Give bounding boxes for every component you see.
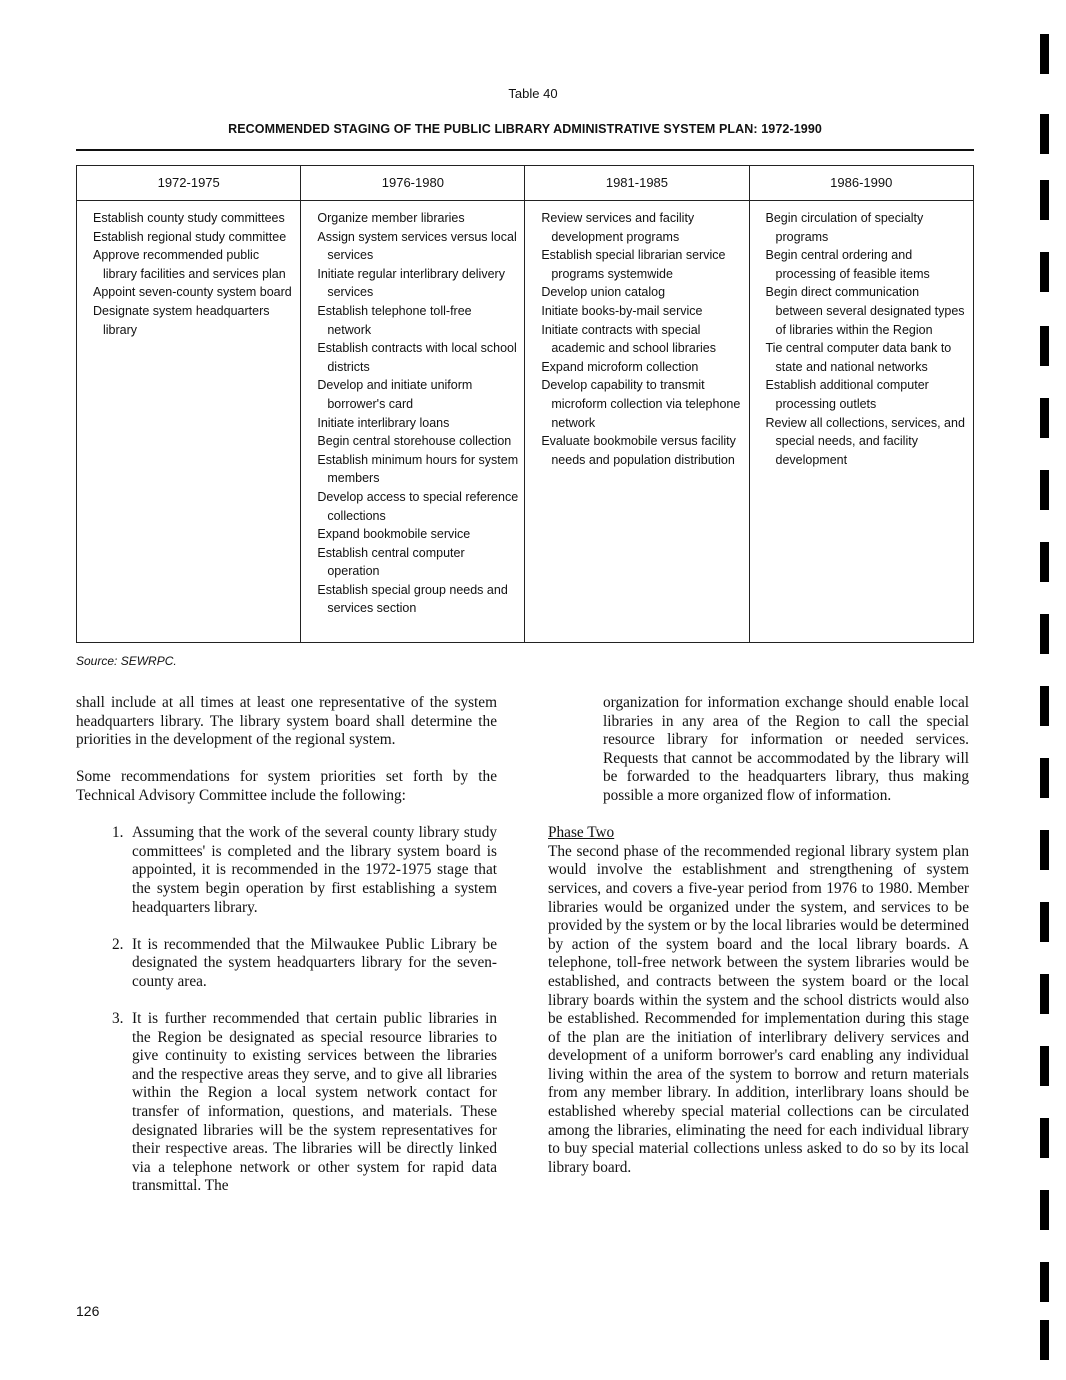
edge-mark bbox=[1040, 830, 1049, 870]
list-item-number: 2. bbox=[112, 935, 124, 953]
table-entry: Begin circulation of specialty programs bbox=[765, 211, 924, 244]
table-entry: Tie central computer data bank to state and national networks bbox=[765, 341, 952, 374]
edge-mark bbox=[1040, 180, 1049, 220]
table-entry: Establish telephone toll-free network bbox=[317, 303, 472, 337]
edge-mark bbox=[1040, 326, 1049, 366]
stage-column-1981-1985 bbox=[525, 201, 749, 643]
list-item-number: 3. bbox=[112, 1010, 124, 1028]
table-entry: Begin central ordering and processing of feasible items bbox=[765, 248, 930, 281]
recommendation-list bbox=[112, 824, 497, 1196]
header-1981-1985: 1981-1985 bbox=[525, 166, 749, 201]
body-paragraph: shall include at all times at least one representative of the system headquarters library. The library system board shall determine the priorities in the development of the regional system. bbox=[76, 694, 497, 749]
table-entry: Establish regional study committee bbox=[93, 229, 287, 244]
table-entry: Establish central computer operation bbox=[317, 545, 465, 579]
table-entry: Review all collections, services, and special needs, and facility development bbox=[765, 415, 965, 467]
list-item-number: 1. bbox=[112, 824, 124, 842]
stage-column-1972-1975 bbox=[77, 201, 301, 643]
header-1986-1990: 1986-1990 bbox=[749, 166, 973, 201]
table-entry: Develop and initiate uniform borrower's card bbox=[317, 378, 473, 411]
title-rule bbox=[76, 149, 974, 151]
section-heading: Phase Two bbox=[548, 824, 615, 842]
table-entry: Establish contracts with local school districts bbox=[317, 341, 517, 374]
table-entry: Begin direct communication between several designated types of libraries within the Region bbox=[765, 285, 965, 337]
body-paragraph: The second phase of the recommended regional library system plan would involve the establishment and strengthening of system services, and covers a five-year period from 1976 to 1980. Member libraries would be organized under the system, and services to be provided by the system or by the local libraries would be determined by action of the system board and the local library boards. A telephone, toll-free network between the system libraries would be established, and contracts between the system board or the local library boards within the system and the school districts would also be established. Recommended for implementation during this stage of the plan are the initiation of interlibrary delivery services and development of a uniform borrower's card enabling any individual living within the area of the system to borrow and return materials from any member library. In addition, interlibrary loans should be established whereby special material collections can be circulated among the libraries, eliminating the need for each individual library to buy special material collections unless asked to do so by its local library board. bbox=[548, 842, 969, 1176]
stage-column-1986-1990 bbox=[749, 201, 973, 643]
table-entry: Expand bookmobile service bbox=[317, 527, 471, 542]
edge-mark bbox=[1040, 542, 1049, 582]
table-entry: Designate system headquarters library bbox=[93, 303, 270, 337]
table-entry: Develop capability to transmit microform collection via telephone network bbox=[541, 378, 741, 430]
table-entry: Initiate contracts with special academic and school libraries bbox=[541, 322, 717, 356]
table-entry: Evaluate bookmobile versus facility needs and population distribution bbox=[541, 434, 736, 467]
table-number: Table 40 bbox=[508, 86, 558, 101]
table-entry: Develop union catalog bbox=[541, 285, 666, 300]
edge-mark bbox=[1040, 1190, 1049, 1230]
table-entry: Assign system services versus local services bbox=[317, 229, 517, 263]
edge-mark bbox=[1040, 1262, 1049, 1302]
table-entry: Initiate interlibrary loans bbox=[317, 415, 450, 430]
table-entry: Establish minimum hours for system members bbox=[317, 452, 519, 486]
edge-mark bbox=[1040, 1046, 1049, 1086]
source-label: Source: bbox=[76, 654, 118, 668]
table-entry: Establish county study committees bbox=[93, 211, 285, 225]
table-entry: Organize member libraries bbox=[317, 211, 465, 225]
table-entry: Initiate regular interlibrary delivery services bbox=[317, 266, 505, 300]
table-body-row bbox=[77, 201, 974, 643]
edge-mark bbox=[1040, 686, 1049, 726]
header-1976-1980: 1976-1980 bbox=[301, 166, 525, 201]
edge-mark bbox=[1040, 902, 1049, 942]
edge-mark bbox=[1040, 34, 1049, 74]
continued-item-block bbox=[603, 694, 969, 806]
edge-mark bbox=[1040, 398, 1049, 438]
body-right-column bbox=[548, 694, 969, 1177]
staging-table bbox=[76, 165, 974, 643]
table-source bbox=[76, 654, 177, 668]
stage-column-1976-1980 bbox=[301, 201, 525, 643]
table-entry: Establish additional computer processing outlets bbox=[765, 378, 929, 411]
table-entry: Begin central storehouse collection bbox=[317, 434, 512, 449]
table-title: RECOMMENDED STAGING OF THE PUBLIC LIBRARY ADMINISTRATIVE SYSTEM PLAN: 1972-1990 bbox=[228, 122, 822, 136]
edge-mark bbox=[1040, 470, 1049, 510]
edge-mark bbox=[1040, 758, 1049, 798]
table-entry: Initiate books-by-mail service bbox=[541, 303, 703, 318]
source-value: SEWRPC. bbox=[120, 654, 177, 668]
edge-mark bbox=[1040, 974, 1049, 1014]
table-entry: Establish special librarian service programs systemwide bbox=[541, 248, 726, 281]
table-entry: Expand microform collection bbox=[541, 359, 699, 374]
body-paragraph: Some recommendations for system priorities set forth by the Technical Advisory Committee include the following: bbox=[76, 768, 497, 804]
page-number: 126 bbox=[76, 1303, 100, 1319]
list-item bbox=[112, 1010, 497, 1196]
list-item-text: It is further recommended that certain public libraries in the Region be designated as special resource libraries to give continuity to existing services between the libraries and the respective areas they serve, and to give all libraries within the Region a local system network contact for transfer of information, questions, and materials. These designated libraries will be the system representatives for their respective areas. The libraries will be directly linked via a telephone network or other system for rapid data transmittal. The bbox=[132, 1010, 497, 1195]
table-header-row bbox=[77, 166, 974, 201]
list-item-text: Assuming that the work of the several county library study committees' is completed and the library system board is appointed, it is recommended in the 1972-1975 stage that the system begin operation by first establishing a system headquarters library. bbox=[132, 824, 497, 916]
table-entry: Establish special group needs and services section bbox=[317, 582, 508, 616]
scan-edge-marks bbox=[1040, 30, 1052, 1360]
table-entry: Approve recommended public library facilities and services plan bbox=[93, 248, 286, 281]
edge-mark bbox=[1040, 614, 1049, 654]
table-entry: Review services and facility development programs bbox=[541, 211, 695, 244]
table-entry: Appoint seven-county system board bbox=[93, 285, 292, 300]
list-item-text: It is recommended that the Milwaukee Public Library be designated the system headquarters library for the seven-county area. bbox=[132, 935, 497, 990]
edge-mark bbox=[1040, 1320, 1049, 1360]
list-item bbox=[112, 824, 497, 917]
edge-mark bbox=[1040, 1118, 1049, 1158]
body-left-column bbox=[76, 694, 497, 1196]
body-paragraph: organization for information exchange should enable local libraries in any area of the Region to call the special resource library for information or needed services. Requests that cannot be accommodated by the library will be forwarded to the headquarters library, thus making possible a more organized flow of information. bbox=[603, 694, 969, 804]
table-entry: Develop access to special reference collections bbox=[317, 489, 519, 523]
edge-mark bbox=[1040, 252, 1049, 292]
edge-mark bbox=[1040, 114, 1049, 154]
header-1972-1975: 1972-1975 bbox=[77, 166, 301, 201]
list-item bbox=[112, 936, 497, 992]
